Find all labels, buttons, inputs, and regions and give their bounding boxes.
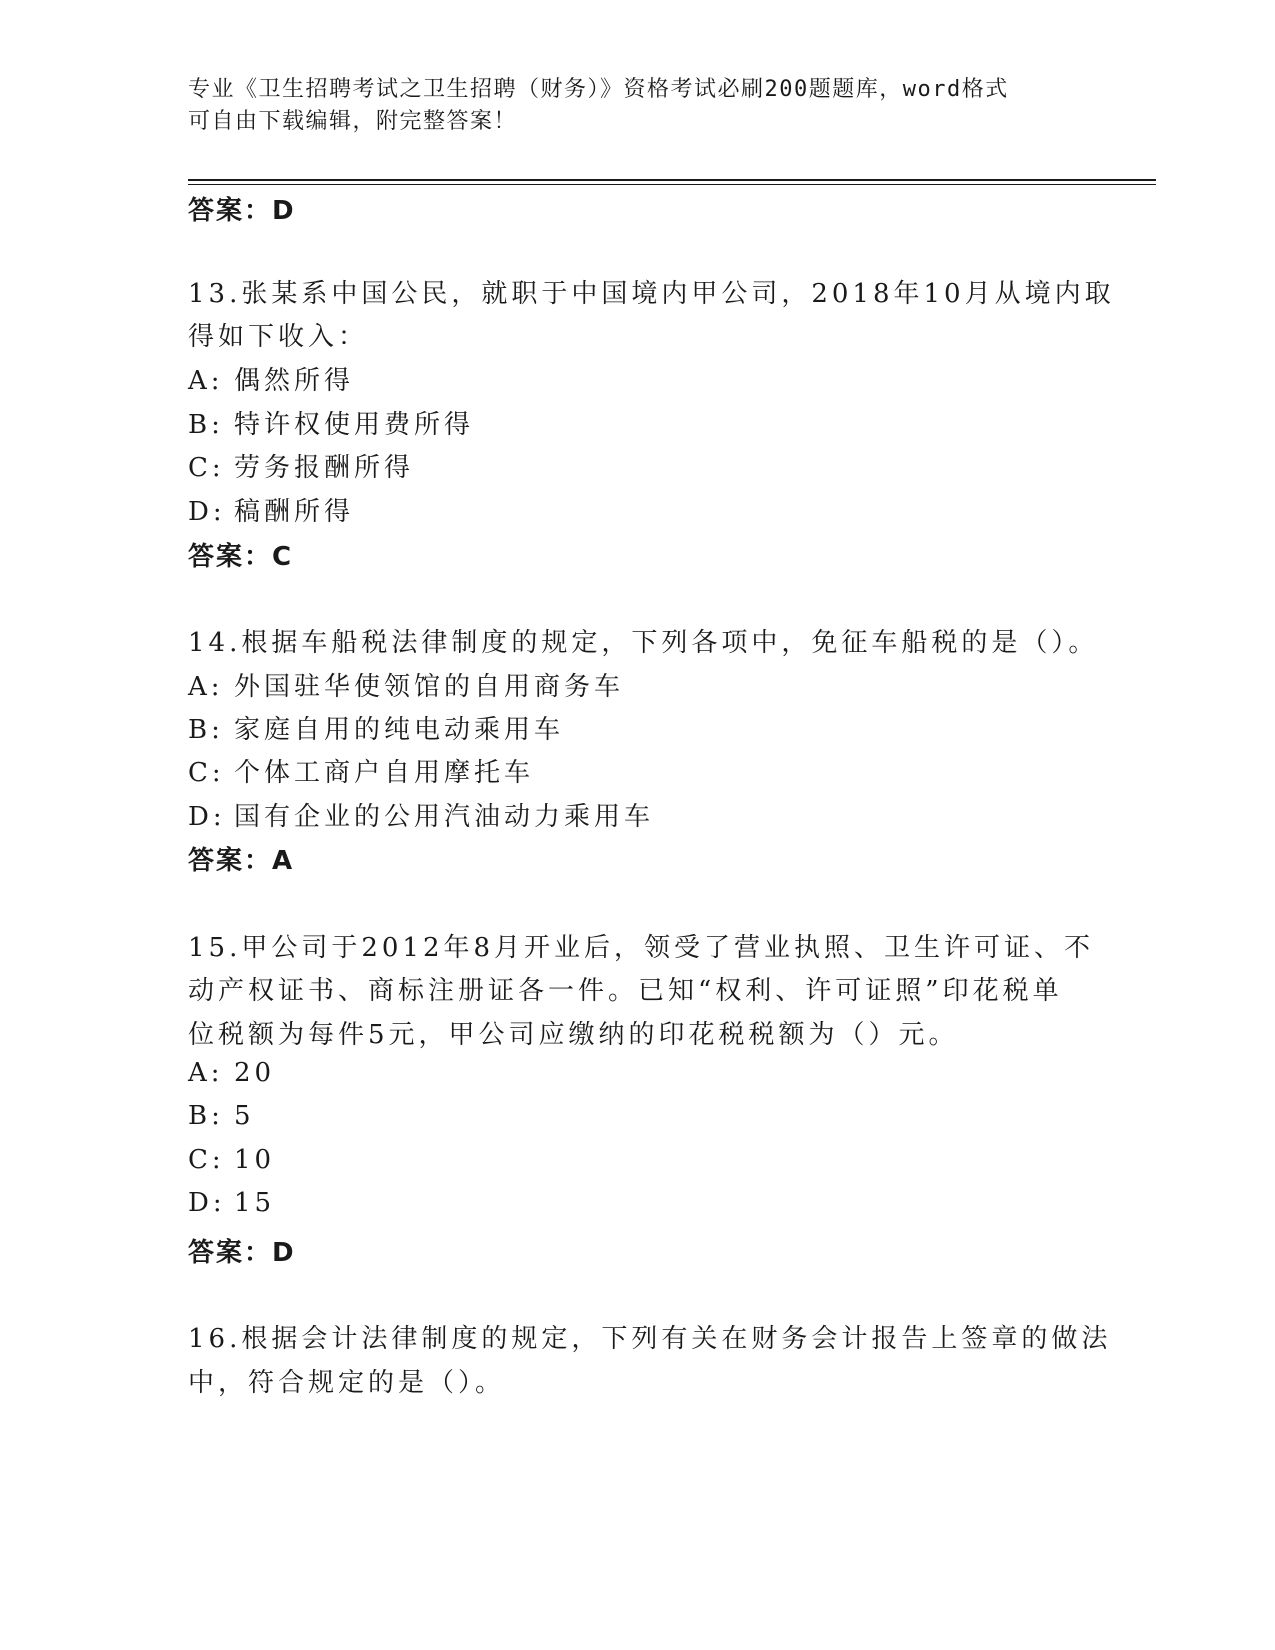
option-text: 个体工商户自用摩托车 [234,758,535,788]
option-c [188,752,534,789]
question-15-line-2: 动产权证书、商标注册证各一件。已知“权利、许可证照”印花税单 [188,976,1063,1006]
header-divider-thin [188,184,1156,185]
option-b [188,709,564,746]
question-16-line-1: 16.根据会计法律制度的规定，下列有关在财务会计报告上签章的做法 [188,1324,1112,1354]
option-letter: A: [188,1058,224,1088]
option-letter: C: [188,453,225,483]
option-d [188,491,354,528]
header-divider-thick [188,179,1156,181]
option-b [188,1101,255,1131]
option-text: 稿酬所得 [234,497,355,527]
document-header [188,74,1088,138]
option-c [188,447,414,484]
question-13-line-2: 得如下收入： [188,322,369,352]
option-text: 国有企业的公用汽油动力乘用车 [234,802,655,832]
option-letter: B: [188,1101,224,1131]
question-15-line-3: 位税额为每件5元，甲公司应缴纳的印花税税额为（）元。 [188,1020,959,1050]
option-text: 特许权使用费所得 [234,410,475,440]
option-a [188,666,624,703]
answer-line: 答案：C [188,542,294,572]
option-text: 偶然所得 [234,366,355,396]
header-line-1: 专业《卫生招聘考试之卫生招聘（财务）》资格考试必刷200题题库，word格式 [188,77,1009,102]
option-letter: B: [188,410,224,440]
header-line-2: 可自由下载编辑，附完整答案！ [188,109,518,134]
question-13-line-1: 13.张某系中国公民，就职于中国境内甲公司，2018年10月从境内取 [188,279,1115,309]
option-letter: C: [188,758,225,788]
question-16-line-2: 中，符合规定的是（）。 [188,1368,506,1398]
option-letter: D: [188,1188,226,1218]
option-text: 家庭自用的纯电动乘用车 [234,715,565,745]
answer-line: 答案：D [188,196,296,226]
option-text: 20 [234,1058,276,1088]
option-text: 外国驻华使领馆的自用商务车 [234,672,625,702]
option-letter: D: [188,497,226,527]
option-b [188,404,474,441]
question-15-line-1: 15.甲公司于2012年8月开业后，领受了营业执照、卫生许可证、不 [188,933,1095,963]
answer-line: 答案：A [188,846,295,876]
option-text: 10 [234,1145,276,1175]
option-letter: C: [188,1145,225,1175]
option-text: 劳务报酬所得 [234,453,415,483]
option-a [188,360,354,397]
option-letter: D: [188,802,226,832]
option-text: 15 [234,1188,276,1218]
option-letter: B: [188,715,224,745]
answer-line: 答案：D [188,1238,296,1268]
option-text: 5 [234,1101,255,1131]
option-d [188,796,654,833]
option-d [188,1188,275,1218]
question-14-line-1: 14.根据车船税法律制度的规定，下列各项中，免征车船税的是（）。 [188,628,1099,658]
option-letter: A: [188,672,224,702]
option-a [188,1058,275,1088]
option-letter: A: [188,366,224,396]
option-c [188,1145,275,1175]
